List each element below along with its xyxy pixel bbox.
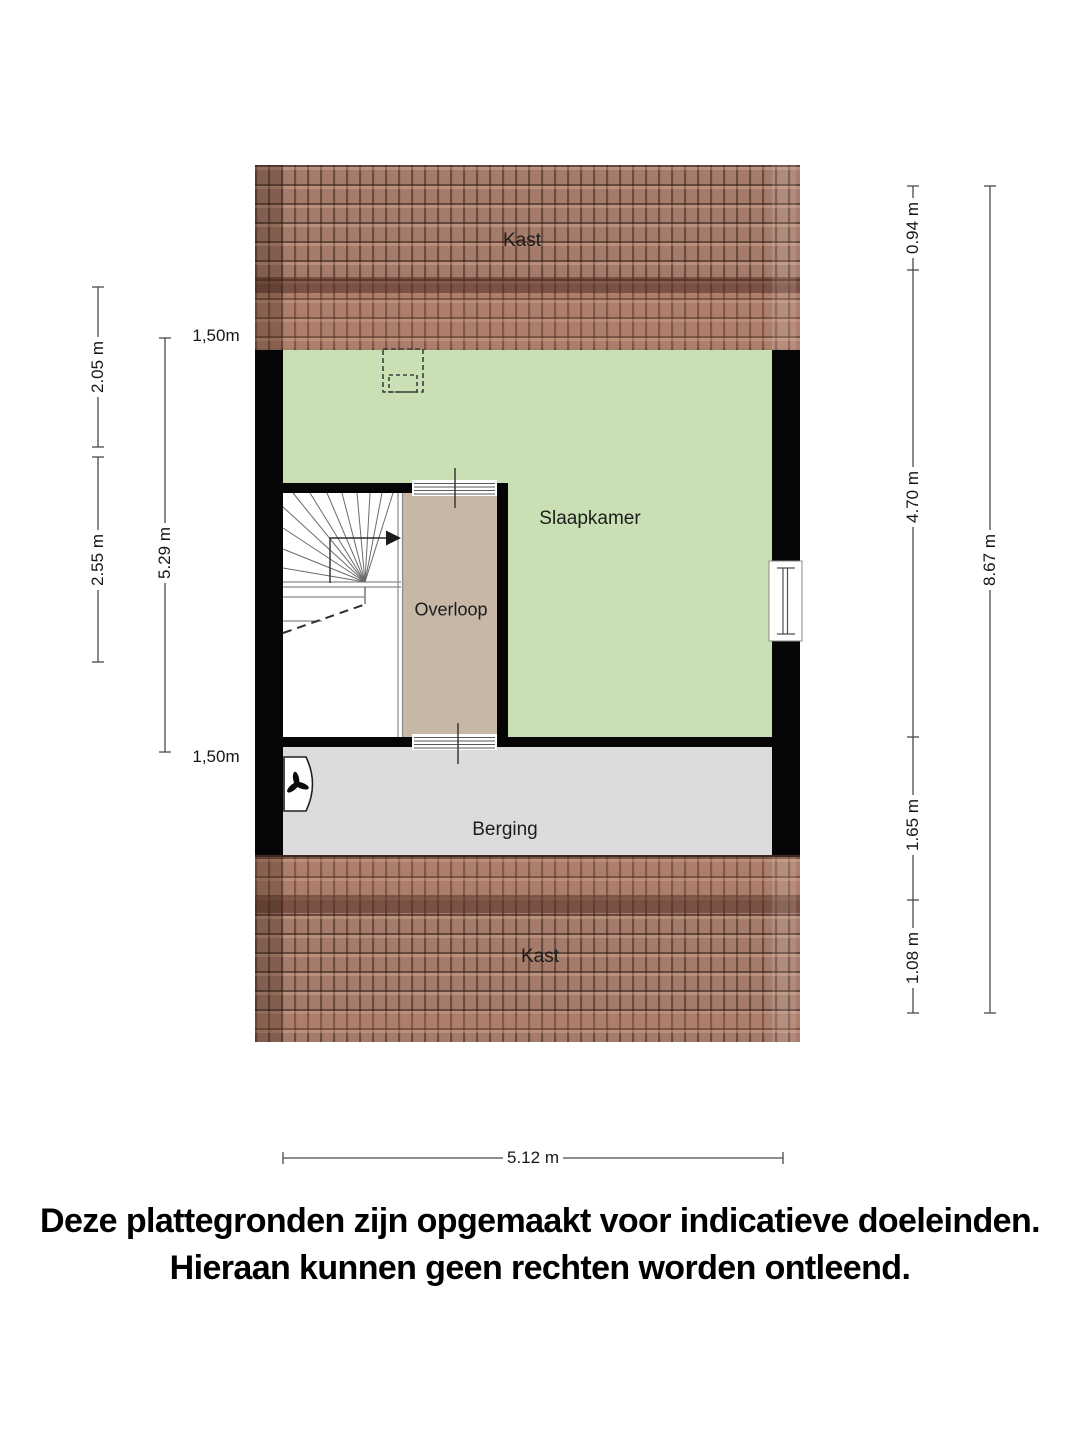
disclaimer-line-2: Hieraan kunnen geen rechten worden ontleend. xyxy=(169,1249,911,1287)
window xyxy=(769,561,802,641)
roof-kast-top xyxy=(255,165,800,352)
dimension-label-5-29: 5.29 m xyxy=(155,523,175,583)
room-label-overloop: Overloop xyxy=(414,599,488,620)
room-label-berging: Berging xyxy=(472,819,538,840)
dimension-label-2-55: 2.55 m xyxy=(88,530,108,590)
wall-berging-top-right xyxy=(497,737,772,747)
dimension-label-knee-top: 1,50m xyxy=(188,326,243,346)
roof-right-highlight xyxy=(772,857,796,1042)
dimension-label-2-05: 2.05 m xyxy=(88,337,108,397)
wall-left xyxy=(255,350,283,855)
dimension-label-knee-bottom: 1,50m xyxy=(188,747,243,767)
roof-ridge-band xyxy=(255,897,800,913)
roof-ridge-band xyxy=(255,277,800,293)
roof-left-shadow xyxy=(255,165,283,350)
roof-right-highlight xyxy=(772,165,796,350)
dimension-label-1-65: 1.65 m xyxy=(903,795,923,855)
room-label-kast-top: Kast xyxy=(502,230,542,251)
roof-lower-band xyxy=(255,293,800,348)
stairwell-floor xyxy=(283,493,403,737)
wall-bedroom-stair-left xyxy=(283,483,412,493)
wall-right-lower xyxy=(772,640,800,855)
disclaimer-text xyxy=(0,1198,1080,1292)
dimension-label-8-67: 8.67 m xyxy=(980,530,1000,590)
dimension-label-0-94: 0.94 m xyxy=(903,198,923,258)
wall-bedroom-stair-stub xyxy=(497,483,508,493)
disclaimer-line-1: Deze plattegronden zijn opgemaakt voor indicatieve doeleinden. xyxy=(40,1202,1040,1240)
dimension-label-4-70: 4.70 m xyxy=(903,467,923,527)
wall-right-upper xyxy=(772,350,800,563)
roof-left-shadow xyxy=(255,857,283,1042)
dimension-label-1-08: 1.08 m xyxy=(903,928,923,988)
wall-overloop-right xyxy=(497,493,508,737)
dimension-label-5-12: 5.12 m xyxy=(503,1148,563,1168)
roof-upper-band xyxy=(255,857,800,897)
room-label-slaapkamer: Slaapkamer xyxy=(539,508,641,529)
room-label-kast-bottom: Kast xyxy=(520,946,560,967)
wall-berging-top-left xyxy=(283,737,412,747)
roof-lower-band xyxy=(255,1015,800,1033)
